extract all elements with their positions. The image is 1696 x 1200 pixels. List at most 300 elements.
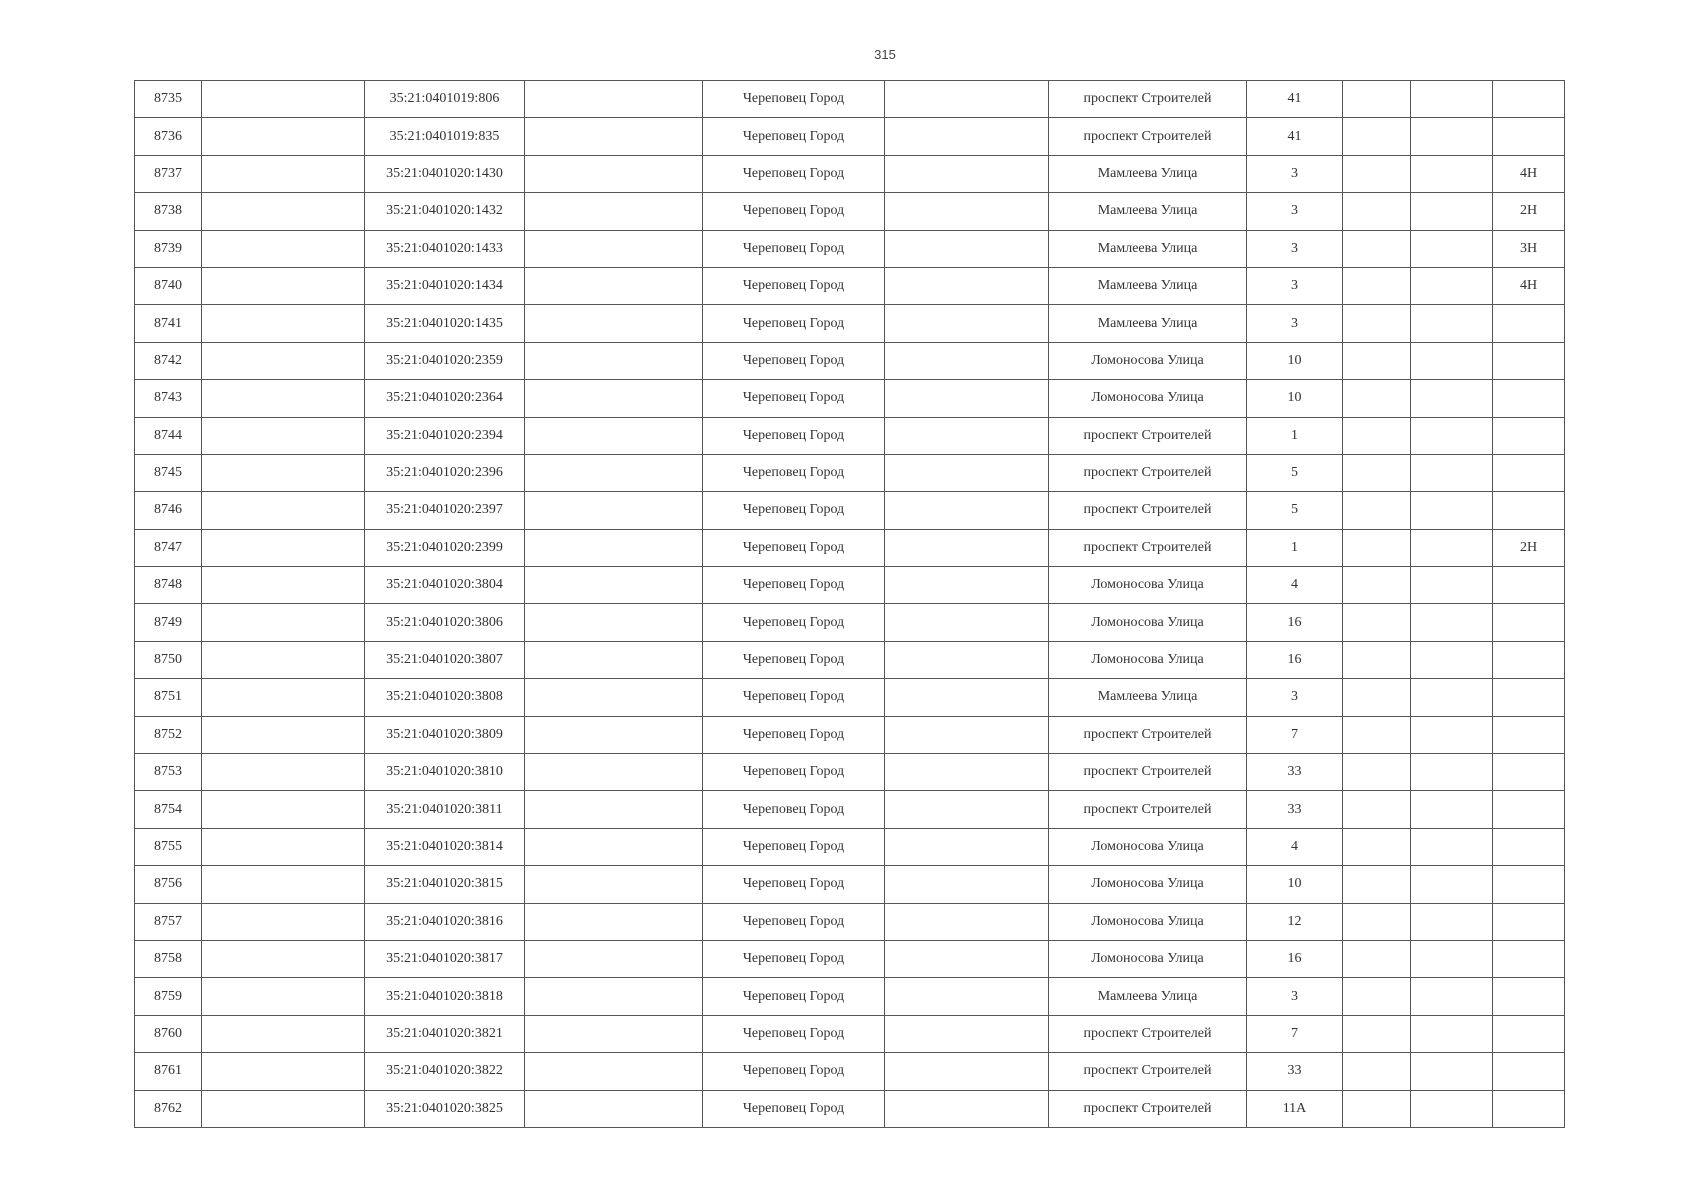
city-cell: Череповец Город (703, 529, 885, 566)
street-cell: Ломоносова Улица (1049, 641, 1247, 678)
row-number-cell: 8756 (135, 866, 202, 903)
cadastral-number-cell: 35:21:0401020:3810 (365, 754, 525, 791)
empty-cell (1411, 230, 1493, 267)
empty-cell (1411, 305, 1493, 342)
premises-number-cell (1493, 903, 1565, 940)
row-number-cell: 8757 (135, 903, 202, 940)
empty-cell (1343, 342, 1411, 379)
house-number-cell: 7 (1247, 1015, 1343, 1052)
empty-cell (1343, 454, 1411, 491)
table-row (135, 193, 1565, 230)
empty-cell (885, 567, 1049, 604)
house-number-cell: 16 (1247, 641, 1343, 678)
empty-cell (1411, 1053, 1493, 1090)
premises-number-cell (1493, 866, 1565, 903)
cadastral-number-cell: 35:21:0401020:3815 (365, 866, 525, 903)
table-row (135, 230, 1565, 267)
house-number-cell: 16 (1247, 940, 1343, 977)
city-cell: Череповец Город (703, 492, 885, 529)
cadastral-number-cell: 35:21:0401020:1434 (365, 267, 525, 304)
premises-number-cell: 3Н (1493, 230, 1565, 267)
premises-number-cell: 4Н (1493, 155, 1565, 192)
empty-cell (202, 118, 365, 155)
street-cell: Мамлеева Улица (1049, 679, 1247, 716)
empty-cell (1343, 716, 1411, 753)
empty-cell (885, 193, 1049, 230)
empty-cell (202, 1053, 365, 1090)
street-cell: Мамлеева Улица (1049, 978, 1247, 1015)
empty-cell (885, 1015, 1049, 1052)
house-number-cell: 33 (1247, 754, 1343, 791)
cadastral-number-cell: 35:21:0401020:2359 (365, 342, 525, 379)
premises-number-cell (1493, 1090, 1565, 1127)
empty-cell (1411, 454, 1493, 491)
city-cell: Череповец Город (703, 791, 885, 828)
table-row (135, 417, 1565, 454)
empty-cell (525, 529, 703, 566)
empty-cell (525, 492, 703, 529)
premises-number-cell (1493, 1053, 1565, 1090)
premises-number-cell (1493, 81, 1565, 118)
empty-cell (885, 81, 1049, 118)
street-cell: Мамлеева Улица (1049, 230, 1247, 267)
empty-cell (202, 641, 365, 678)
city-cell: Череповец Город (703, 193, 885, 230)
empty-cell (202, 1015, 365, 1052)
premises-number-cell (1493, 978, 1565, 1015)
empty-cell (525, 454, 703, 491)
empty-cell (1343, 866, 1411, 903)
street-cell: Мамлеева Улица (1049, 193, 1247, 230)
empty-cell (885, 230, 1049, 267)
row-number-cell: 8741 (135, 305, 202, 342)
empty-cell (885, 492, 1049, 529)
street-cell: Мамлеева Улица (1049, 267, 1247, 304)
cadastral-number-cell: 35:21:0401020:3821 (365, 1015, 525, 1052)
row-number-cell: 8752 (135, 716, 202, 753)
table-row (135, 81, 1565, 118)
premises-number-cell: 2Н (1493, 193, 1565, 230)
empty-cell (1411, 828, 1493, 865)
premises-number-cell (1493, 940, 1565, 977)
table-row (135, 604, 1565, 641)
house-number-cell: 1 (1247, 417, 1343, 454)
cadastral-number-cell: 35:21:0401019:806 (365, 81, 525, 118)
table-row (135, 155, 1565, 192)
table-row (135, 118, 1565, 155)
house-number-cell: 1 (1247, 529, 1343, 566)
row-number-cell: 8740 (135, 267, 202, 304)
city-cell: Череповец Город (703, 641, 885, 678)
empty-cell (1411, 567, 1493, 604)
row-number-cell: 8750 (135, 641, 202, 678)
empty-cell (202, 903, 365, 940)
empty-cell (1343, 791, 1411, 828)
empty-cell (525, 567, 703, 604)
house-number-cell: 4 (1247, 828, 1343, 865)
empty-cell (885, 155, 1049, 192)
table-row (135, 754, 1565, 791)
empty-cell (1343, 1053, 1411, 1090)
empty-cell (1411, 267, 1493, 304)
empty-cell (885, 828, 1049, 865)
empty-cell (885, 417, 1049, 454)
empty-cell (525, 828, 703, 865)
cadastral-number-cell: 35:21:0401020:2394 (365, 417, 525, 454)
empty-cell (1343, 679, 1411, 716)
street-cell: Ломоносова Улица (1049, 940, 1247, 977)
premises-number-cell: 4Н (1493, 267, 1565, 304)
empty-cell (525, 305, 703, 342)
premises-number-cell (1493, 417, 1565, 454)
empty-cell (1343, 81, 1411, 118)
city-cell: Череповец Город (703, 903, 885, 940)
empty-cell (1343, 903, 1411, 940)
empty-cell (202, 417, 365, 454)
empty-cell (202, 342, 365, 379)
empty-cell (525, 866, 703, 903)
empty-cell (885, 679, 1049, 716)
empty-cell (1343, 492, 1411, 529)
cadastral-number-cell: 35:21:0401020:3825 (365, 1090, 525, 1127)
cadastral-number-cell: 35:21:0401020:3804 (365, 567, 525, 604)
table-row (135, 679, 1565, 716)
empty-cell (202, 940, 365, 977)
empty-cell (1411, 342, 1493, 379)
empty-cell (525, 81, 703, 118)
empty-cell (202, 604, 365, 641)
cadastral-number-cell: 35:21:0401020:1435 (365, 305, 525, 342)
city-cell: Череповец Город (703, 305, 885, 342)
empty-cell (202, 230, 365, 267)
street-cell: проспект Строителей (1049, 118, 1247, 155)
empty-cell (1411, 641, 1493, 678)
row-number-cell: 8744 (135, 417, 202, 454)
empty-cell (1343, 978, 1411, 1015)
empty-cell (885, 940, 1049, 977)
empty-cell (202, 193, 365, 230)
empty-cell (1411, 193, 1493, 230)
house-number-cell: 11А (1247, 1090, 1343, 1127)
cadastral-number-cell: 35:21:0401020:2364 (365, 380, 525, 417)
row-number-cell: 8760 (135, 1015, 202, 1052)
street-cell: Ломоносова Улица (1049, 342, 1247, 379)
table-row (135, 1015, 1565, 1052)
premises-number-cell (1493, 641, 1565, 678)
premises-number-cell (1493, 604, 1565, 641)
empty-cell (885, 342, 1049, 379)
empty-cell (885, 791, 1049, 828)
empty-cell (202, 866, 365, 903)
premises-number-cell (1493, 791, 1565, 828)
empty-cell (1411, 380, 1493, 417)
empty-cell (885, 454, 1049, 491)
row-number-cell: 8743 (135, 380, 202, 417)
table-row (135, 903, 1565, 940)
table-row (135, 380, 1565, 417)
city-cell: Череповец Город (703, 828, 885, 865)
cadastral-number-cell: 35:21:0401020:2397 (365, 492, 525, 529)
table-row (135, 1053, 1565, 1090)
street-cell: Ломоносова Улица (1049, 380, 1247, 417)
cadastral-number-cell: 35:21:0401020:3807 (365, 641, 525, 678)
empty-cell (202, 492, 365, 529)
empty-cell (1343, 118, 1411, 155)
table-row (135, 492, 1565, 529)
row-number-cell: 8747 (135, 529, 202, 566)
empty-cell (1343, 1090, 1411, 1127)
house-number-cell: 3 (1247, 193, 1343, 230)
city-cell: Череповец Город (703, 342, 885, 379)
empty-cell (525, 978, 703, 1015)
empty-cell (1343, 267, 1411, 304)
cadastral-number-cell: 35:21:0401019:835 (365, 118, 525, 155)
empty-cell (1411, 903, 1493, 940)
city-cell: Череповец Город (703, 417, 885, 454)
house-number-cell: 33 (1247, 791, 1343, 828)
empty-cell (525, 267, 703, 304)
house-number-cell: 10 (1247, 866, 1343, 903)
table-row (135, 1090, 1565, 1127)
empty-cell (1411, 1015, 1493, 1052)
empty-cell (885, 1090, 1049, 1127)
cadastral-number-cell: 35:21:0401020:3809 (365, 716, 525, 753)
city-cell: Череповец Город (703, 267, 885, 304)
city-cell: Череповец Город (703, 567, 885, 604)
empty-cell (525, 1090, 703, 1127)
cadastral-number-cell: 35:21:0401020:3816 (365, 903, 525, 940)
empty-cell (202, 1090, 365, 1127)
cadastral-number-cell: 35:21:0401020:3811 (365, 791, 525, 828)
row-number-cell: 8761 (135, 1053, 202, 1090)
house-number-cell: 5 (1247, 454, 1343, 491)
empty-cell (885, 267, 1049, 304)
city-cell: Череповец Город (703, 1053, 885, 1090)
empty-cell (202, 978, 365, 1015)
row-number-cell: 8739 (135, 230, 202, 267)
empty-cell (885, 118, 1049, 155)
row-number-cell: 8737 (135, 155, 202, 192)
table-row (135, 828, 1565, 865)
table-row (135, 567, 1565, 604)
empty-cell (202, 716, 365, 753)
empty-cell (1343, 380, 1411, 417)
empty-cell (885, 866, 1049, 903)
city-cell: Череповец Город (703, 716, 885, 753)
street-cell: Мамлеева Улица (1049, 305, 1247, 342)
city-cell: Череповец Город (703, 454, 885, 491)
empty-cell (1343, 604, 1411, 641)
table-row (135, 866, 1565, 903)
cadastral-number-cell: 35:21:0401020:1430 (365, 155, 525, 192)
table-row (135, 978, 1565, 1015)
row-number-cell: 8735 (135, 81, 202, 118)
empty-cell (202, 791, 365, 828)
house-number-cell: 3 (1247, 679, 1343, 716)
empty-cell (525, 716, 703, 753)
cadastral-number-cell: 35:21:0401020:3808 (365, 679, 525, 716)
street-cell: Мамлеева Улица (1049, 155, 1247, 192)
street-cell: проспект Строителей (1049, 791, 1247, 828)
empty-cell (1411, 529, 1493, 566)
city-cell: Череповец Город (703, 1015, 885, 1052)
street-cell: проспект Строителей (1049, 492, 1247, 529)
city-cell: Череповец Город (703, 604, 885, 641)
empty-cell (1343, 193, 1411, 230)
street-cell: проспект Строителей (1049, 529, 1247, 566)
table-row (135, 716, 1565, 753)
row-number-cell: 8736 (135, 118, 202, 155)
empty-cell (1411, 940, 1493, 977)
street-cell: проспект Строителей (1049, 754, 1247, 791)
city-cell: Череповец Город (703, 978, 885, 1015)
city-cell: Череповец Город (703, 81, 885, 118)
empty-cell (1411, 155, 1493, 192)
city-cell: Череповец Город (703, 380, 885, 417)
street-cell: проспект Строителей (1049, 417, 1247, 454)
house-number-cell: 10 (1247, 342, 1343, 379)
city-cell: Череповец Город (703, 754, 885, 791)
table-row (135, 267, 1565, 304)
table-body (135, 81, 1565, 1128)
street-cell: проспект Строителей (1049, 1053, 1247, 1090)
house-number-cell: 5 (1247, 492, 1343, 529)
empty-cell (1343, 230, 1411, 267)
empty-cell (525, 1015, 703, 1052)
empty-cell (1343, 828, 1411, 865)
street-cell: Ломоносова Улица (1049, 604, 1247, 641)
empty-cell (1411, 492, 1493, 529)
house-number-cell: 3 (1247, 978, 1343, 1015)
row-number-cell: 8753 (135, 754, 202, 791)
cadastral-number-cell: 35:21:0401020:3817 (365, 940, 525, 977)
row-number-cell: 8754 (135, 791, 202, 828)
city-cell: Череповец Город (703, 155, 885, 192)
empty-cell (525, 679, 703, 716)
empty-cell (525, 791, 703, 828)
cadastral-number-cell: 35:21:0401020:1433 (365, 230, 525, 267)
empty-cell (202, 529, 365, 566)
city-cell: Череповец Город (703, 866, 885, 903)
empty-cell (885, 305, 1049, 342)
row-number-cell: 8745 (135, 454, 202, 491)
empty-cell (525, 155, 703, 192)
empty-cell (202, 305, 365, 342)
empty-cell (1343, 1015, 1411, 1052)
premises-number-cell (1493, 492, 1565, 529)
row-number-cell: 8762 (135, 1090, 202, 1127)
street-cell: проспект Строителей (1049, 1090, 1247, 1127)
street-cell: Ломоносова Улица (1049, 567, 1247, 604)
empty-cell (525, 604, 703, 641)
street-cell: проспект Строителей (1049, 81, 1247, 118)
empty-cell (525, 230, 703, 267)
empty-cell (1411, 679, 1493, 716)
empty-cell (202, 828, 365, 865)
empty-cell (885, 641, 1049, 678)
cadastral-number-cell: 35:21:0401020:3818 (365, 978, 525, 1015)
empty-cell (202, 155, 365, 192)
street-cell: Ломоносова Улица (1049, 828, 1247, 865)
city-cell: Череповец Город (703, 940, 885, 977)
table-row (135, 305, 1565, 342)
empty-cell (1343, 529, 1411, 566)
row-number-cell: 8748 (135, 567, 202, 604)
empty-cell (1411, 866, 1493, 903)
empty-cell (202, 81, 365, 118)
empty-cell (1343, 641, 1411, 678)
cadastral-number-cell: 35:21:0401020:3806 (365, 604, 525, 641)
empty-cell (202, 267, 365, 304)
premises-number-cell (1493, 716, 1565, 753)
empty-cell (1411, 118, 1493, 155)
city-cell: Череповец Город (703, 679, 885, 716)
empty-cell (1343, 305, 1411, 342)
street-cell: проспект Строителей (1049, 1015, 1247, 1052)
row-number-cell: 8738 (135, 193, 202, 230)
premises-number-cell (1493, 454, 1565, 491)
cadastral-number-cell: 35:21:0401020:2399 (365, 529, 525, 566)
house-number-cell: 41 (1247, 118, 1343, 155)
empty-cell (525, 118, 703, 155)
empty-cell (1411, 978, 1493, 1015)
empty-cell (885, 529, 1049, 566)
empty-cell (1411, 791, 1493, 828)
empty-cell (202, 454, 365, 491)
table-row (135, 529, 1565, 566)
empty-cell (202, 567, 365, 604)
city-cell: Череповец Город (703, 230, 885, 267)
empty-cell (525, 903, 703, 940)
empty-cell (202, 754, 365, 791)
empty-cell (525, 940, 703, 977)
empty-cell (1343, 417, 1411, 454)
premises-number-cell (1493, 380, 1565, 417)
house-number-cell: 16 (1247, 604, 1343, 641)
cadastral-number-cell: 35:21:0401020:3822 (365, 1053, 525, 1090)
empty-cell (1411, 81, 1493, 118)
house-number-cell: 3 (1247, 267, 1343, 304)
empty-cell (1411, 716, 1493, 753)
row-number-cell: 8742 (135, 342, 202, 379)
house-number-cell: 10 (1247, 380, 1343, 417)
premises-number-cell (1493, 567, 1565, 604)
house-number-cell: 12 (1247, 903, 1343, 940)
house-number-cell: 3 (1247, 155, 1343, 192)
row-number-cell: 8746 (135, 492, 202, 529)
table-row (135, 454, 1565, 491)
empty-cell (525, 641, 703, 678)
empty-cell (1411, 604, 1493, 641)
empty-cell (1343, 567, 1411, 604)
empty-cell (525, 754, 703, 791)
cadastral-number-cell: 35:21:0401020:3814 (365, 828, 525, 865)
table-row (135, 940, 1565, 977)
row-number-cell: 8758 (135, 940, 202, 977)
street-cell: проспект Строителей (1049, 454, 1247, 491)
empty-cell (885, 380, 1049, 417)
empty-cell (885, 1053, 1049, 1090)
row-number-cell: 8749 (135, 604, 202, 641)
empty-cell (885, 978, 1049, 1015)
house-number-cell: 3 (1247, 305, 1343, 342)
premises-number-cell (1493, 679, 1565, 716)
property-registry-table (134, 80, 1565, 1128)
house-number-cell: 4 (1247, 567, 1343, 604)
page-number: 315 (874, 47, 896, 62)
house-number-cell: 3 (1247, 230, 1343, 267)
empty-cell (202, 380, 365, 417)
